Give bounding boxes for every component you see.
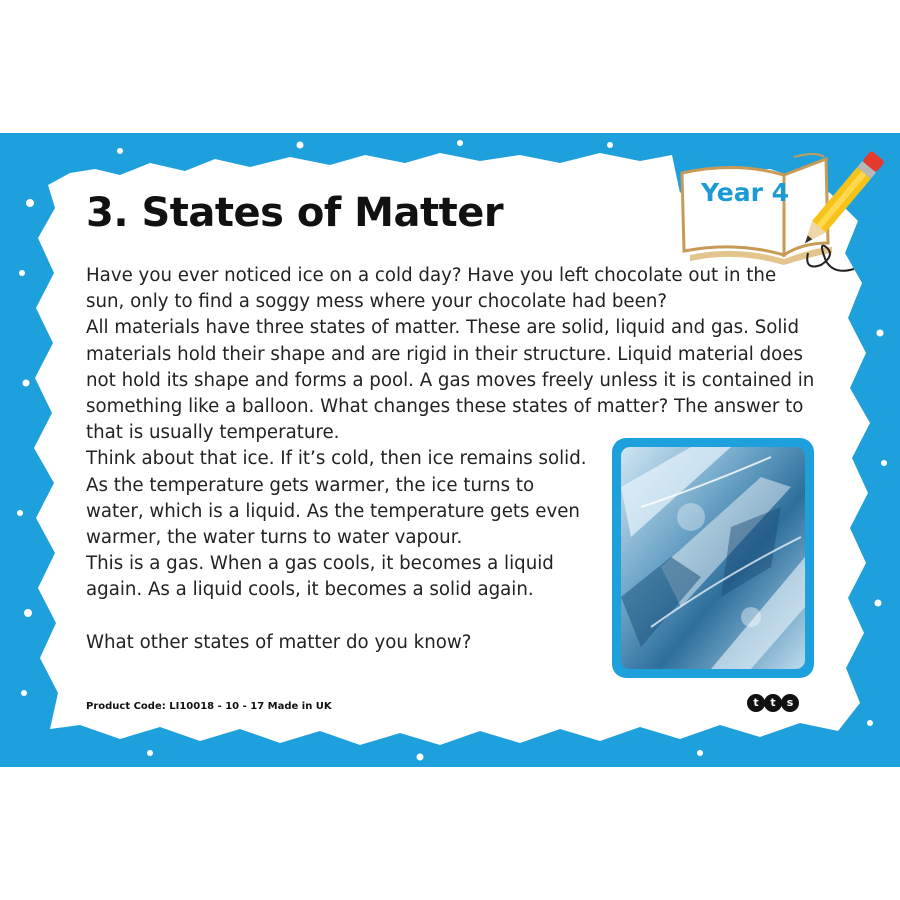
paragraph-question: What other states of matter do you know?	[86, 631, 472, 653]
tts-logo	[747, 694, 801, 714]
paragraph-gas: This is a gas. When a gas cools, it becomes a liquid again. As a liquid cools, it becomes a solid again.	[86, 553, 554, 601]
year-label: Year 4	[700, 178, 790, 207]
paragraph-intro: Have you ever noticed ice on a cold day? Have you left chocolate out in the sun, only to find a soggy mess where your chocolate had been?	[86, 265, 777, 313]
resource-card	[0, 133, 900, 767]
logo-letter: t	[747, 694, 765, 712]
product-code: Product Code: LI10018 - 10 - 17 Made in UK	[86, 701, 332, 712]
ice-photo	[612, 438, 814, 678]
card-title: 3. States of Matter	[86, 190, 504, 236]
open-book-icon	[682, 153, 832, 265]
logo-letter: t	[764, 694, 782, 712]
year-badge	[676, 143, 896, 273]
logo-letter: s	[781, 694, 799, 712]
paragraph-states: All materials have three states of matter. These are solid, liquid and gas. Solid materials hold their shape and are rigid in their structure. Liquid material does not hold its shape and forms a pool. A gas moves freely unless it is contained in something like a balloon. What changes these states of matter? The answer to that is usually temperature.	[86, 317, 815, 444]
paragraph-ice: Think about that ice. If it’s cold, then ice remains solid. As the temperature gets warmer, the ice turns to water, which is a liquid. As the temperature gets even warmer, the water turns to water vapour.	[86, 448, 587, 549]
